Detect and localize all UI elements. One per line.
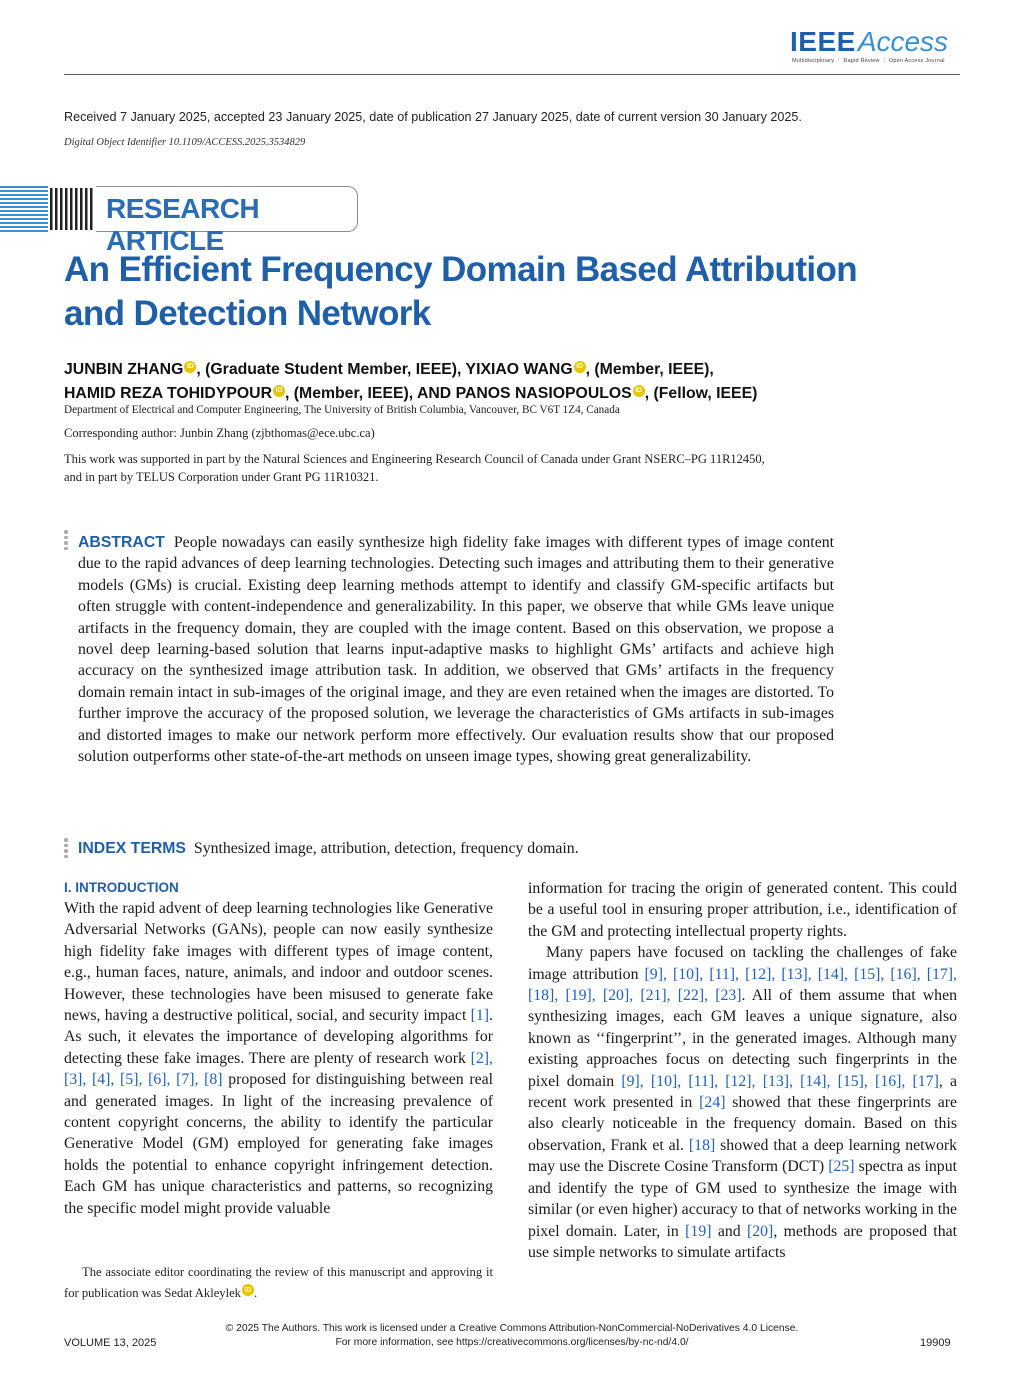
footnote-text: The associate editor coordinating the review of this manuscript and approving it for publication was Sedat Akleylek [64, 1265, 493, 1300]
text-run: spectra as input and identify the type of GM used to synthesize the image with similar (or even higher) accuracy to that of networks working in the pixel domain. Later, in [528, 1158, 957, 1240]
article-type-banner [0, 186, 360, 256]
banner-stripes-decoration [0, 186, 48, 232]
citation-link[interactable]: [2], [3], [4], [5], [6], [7], [8] [64, 1049, 493, 1089]
author-role: , (Member, IEEE), [585, 361, 714, 378]
author-name[interactable]: JUNBIN ZHANG [64, 361, 184, 378]
text-run: showed that these fingerprints are also clearly noticeable in the frequency domain. Based on this observation, Frank et al. [528, 1094, 957, 1154]
text-run: showed that a deep learning network may use the Discrete Cosine Transform (DCT) [528, 1136, 957, 1176]
article-type-label: RESEARCH ARTICLE [106, 193, 260, 256]
text-run: Many papers have focused on tackling the challenges of fake image attribution [528, 944, 957, 983]
citation-link[interactable]: [1] [470, 1007, 490, 1025]
text-run: , methods are proposed that use simple networks to simulate artifacts [528, 1222, 957, 1261]
volume-label: VOLUME 13, 2025 [64, 1337, 157, 1349]
paragraph [64, 898, 493, 1219]
license-footer [120, 1322, 904, 1349]
author-role: , (Graduate Student Member, IEEE), [196, 361, 466, 378]
text-run: , a recent work presented in [528, 1072, 957, 1112]
author-role: , (Fellow, IEEE) [644, 385, 758, 402]
citation-link[interactable]: [20] [746, 1222, 774, 1240]
orcid-icon[interactable]: iD [273, 385, 285, 397]
citation-link[interactable]: [24] [699, 1094, 726, 1112]
index-terms-dots-decoration [64, 838, 68, 860]
author-name[interactable]: PANOS NASIOPOULOS [455, 385, 632, 402]
paragraph [528, 942, 957, 1263]
body-column-left [64, 878, 493, 1219]
logo-ieee-text: IEEE [790, 26, 856, 57]
body-column-right [528, 878, 957, 1263]
text-run: . All of them assume that when synthesizing images, each GM leaves a unique signature, also known as ‘‘fingerprint’’, in the generated images. Although many existing approaches focus on detecting such fingerprints in the pixel domain [528, 987, 957, 1090]
citation-link[interactable]: [18] [688, 1136, 716, 1154]
logo-tagline: Multidisciplinary ⋮ Rapid Review ⋮ Open Access Journal [792, 58, 945, 64]
abstract-dots-decoration [64, 530, 68, 552]
abstract-text: People nowadays can easily synthesize high fidelity fake images with different types of image content due to the rapid advances of deep learning technologies. Detecting such images and attributing them to their generative models (GMs) is crucial. Existing deep learning methods attempt to identify and classify GM-specific artifacts but often struggle with content-independence and generalizability. In this paper, we observe that while GMs leave unique artifacts in the frequency domain, they are coupled with the image content. Based on this observation, we propose a novel deep learning-based solution that learns input-adaptive masks to highlight GMs’ artifacts and achieve high accuracy on the synthesized image attribution task. In addition, we observed that GMs’ artifacts in the frequency domain remain intact in sub-images of the original image, and they are even retained when the images are distorted. To further improve the accuracy of the proposed solution, we leverage the characteristics of GMs artifacts in sub-images and distorted images to make our network perform more effectively. Our evaluation results show that our proposed solution outperforms other state-of-the-art methods on unseen image types, showing great generalizability. [78, 534, 834, 766]
banner-bars-decoration [50, 188, 94, 230]
citation-link[interactable]: [25] [828, 1158, 855, 1176]
header-divider [64, 74, 960, 75]
orcid-icon[interactable]: iD [633, 385, 645, 397]
text-run: proposed for distinguishing between real and generated images. In light of the increasing prevalence of content copyright concerns, the ability to identify the particular Generative Model (GM) employed for generating fake images holds the potential to enhance copyright infringement detection. Each GM has unique characteristics and patterns, so recognizing the specific model might provide valuable [64, 1071, 494, 1217]
editor-footnote: The associate editor coordinating the review of this manuscript and approving it for publication was Sedat Akleylek iD . [64, 1265, 493, 1300]
license-link[interactable]: For more information, see https://creativecommons.org/licenses/by-nc-nd/4.0/ [335, 1336, 689, 1348]
author-name[interactable]: YIXIAO WANG [465, 361, 573, 378]
affiliation: Department of Electrical and Computer Engineering, The University of British Columbia, Vancouver, BC V6T 1Z4, Canada [64, 404, 620, 416]
corresponding-author: Corresponding author: Junbin Zhang (zjbthomas@ece.ubc.ca) [64, 426, 375, 440]
citation-link[interactable]: [9], [10], [11], [12], [13], [14], [15], [16], [17], [18], [19], [20], [21], [22], [23] [528, 965, 957, 1005]
journal-logo [790, 26, 960, 64]
abstract-block [78, 532, 834, 767]
doi-line: Digital Object Identifier 10.1109/ACCESS.2025.3534829 [64, 137, 306, 148]
author-role: , (Member, IEEE), AND [285, 385, 456, 402]
author-name[interactable]: HAMID REZA TOHIDYPOUR [64, 385, 272, 402]
paper-title: An Efficient Frequency Domain Based Attribution and Detection Network [64, 250, 858, 333]
logo-access-text: Access [857, 26, 949, 57]
index-terms-block [78, 840, 834, 858]
abstract-label: ABSTRACT [78, 534, 165, 551]
citation-link[interactable]: [19] [685, 1222, 712, 1240]
orcid-icon[interactable]: iD [574, 361, 586, 373]
funding-statement: This work was supported in part by the Natural Sciences and Engineering Research Council of Canada under Grant NSERC–PG 11R12450, and in part by TELUS Corporation under Grant PG 11R10321. [64, 452, 765, 484]
text-run: With the rapid advent of deep learning technologies like Generative Adversarial Networks (GANs), people can now easily synthesize high fidelity fake images with different types of image content, e.g., human faces, nature, animals, and indoor and outdoor scenes. However, these technologies have been misused to generate fake news, having a destructive political, social, and security impact [64, 900, 493, 1025]
text-run: and [711, 1222, 747, 1240]
page-number: 19909 [920, 1337, 951, 1349]
citation-link[interactable]: [9], [10], [11], [12], [13], [14], [15], [16], [17] [621, 1072, 939, 1090]
index-terms-label: INDEX TERMS [78, 840, 186, 857]
index-terms-text: Synthesized image, attribution, detection, frequency domain. [193, 840, 579, 857]
received-dates: Received 7 January 2025, accepted 23 January 2025, date of publication 27 January 2025, date of current version 30 January 2025. [64, 110, 802, 124]
orcid-icon[interactable]: iD [184, 361, 196, 373]
text-run: . As such, it elevates the importance of developing algorithms for detecting these fake images. There are plenty of research work [64, 1007, 493, 1067]
paragraph: information for tracing the origin of generated content. This could be a useful tool in ensuring proper attribution, i.e., identification of the GM and protecting intellectual property rights. [528, 880, 957, 940]
license-line: © 2025 The Authors. This work is licensed under a Creative Commons Attribution-NonCommercial-NoDerivatives 4.0 License. [225, 1323, 799, 1334]
orcid-icon[interactable]: iD [242, 1284, 254, 1296]
author-list [64, 358, 964, 406]
section-heading: I. INTRODUCTION [64, 880, 179, 895]
